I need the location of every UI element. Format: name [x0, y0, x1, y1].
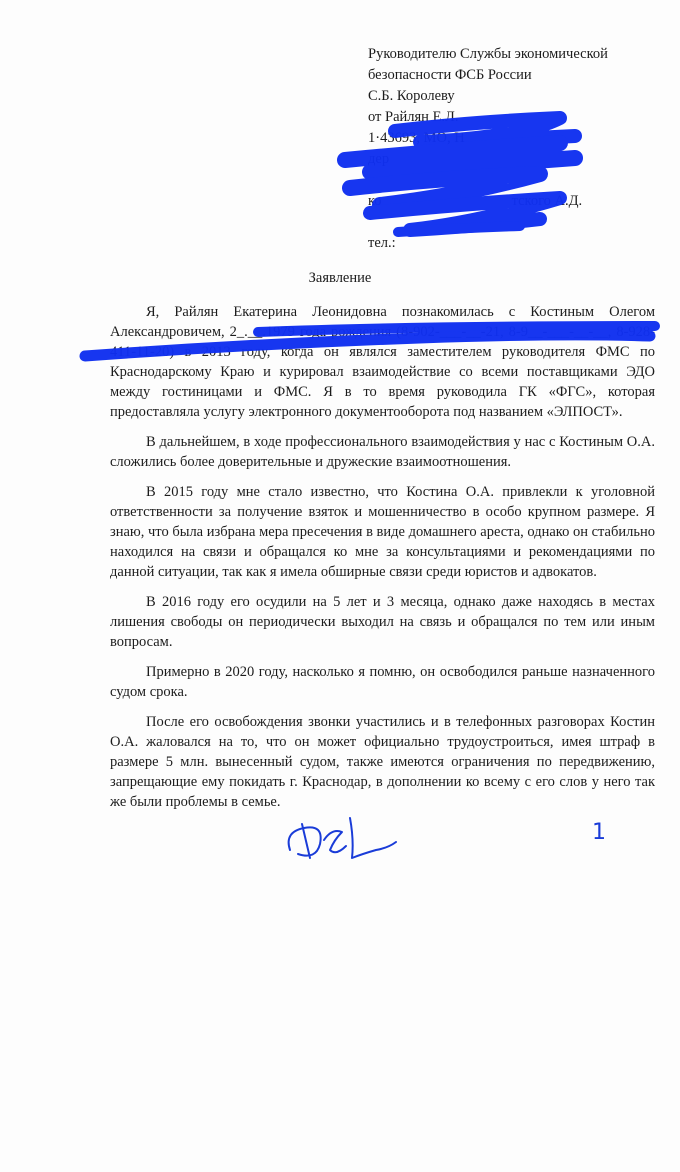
addressee-line: 1·43693, МО, Н: [368, 130, 465, 146]
paragraph: Примерно в 2020 году, насколько я помню, он освободился раньше назначенного судом срока.: [110, 664, 655, 700]
page-number: 1: [592, 820, 606, 845]
addressee-line: [368, 170, 668, 191]
paragraph: Я, Райлян Екатерина Леонидовна познакомилась с Костиным Олегом Александровичем, 2_.__.1979 года рождения (8-902-___-__-21, 8-9__-___-__-__, 8-928-411-11-20) в 2013 году, когда он являлся заместителем руководителя ФМС по Краснодарскому Краю и курировал взаимодействие со всеми поставщиками ЭДО между гостиницами и ФМС. Я в то время руководила ГК «ФГС», которая предоставляла услугу электронного документооборота под названием «ЭЛПОСТ».: [110, 304, 655, 420]
document-title: Заявление: [308, 270, 372, 286]
addressee-line: С.Б. Королеву: [368, 88, 455, 104]
paragraph: В 2015 году мне стало известно, что Костина О.А. привлекли к уголовной ответственности за получение взяток и мошенничество в особо крупном размере. Я знаю, что была избрана мера пресечения в виде домашнего ареста, однако он стабильно находился на связи и обращался ко мне за консультациями и рекомендациями по данной ситуации, так как я имела обширные связи среди юристов и адвокатов.: [110, 484, 655, 580]
paragraph: После его освобождения звонки участились и в телефонных разговорах Костин О.А. жаловался на то, что он может официально трудоустроиться, имея штраф в размере 5 млн. вынесенный судом, также имеются ограничения по передвижению, запрещающие ему покидать г. Краснодар, в дополнении ко всему с его слов у него так же были проблемы в семье.: [110, 714, 655, 810]
addressee-line-start: ко: [368, 193, 382, 209]
addressee-line: от Райлян Е.Л.: [368, 109, 459, 125]
addressee-line: [368, 212, 668, 233]
paragraph: В дальнейшем, в ходе профессионального взаимодействия у нас с Костиным О.А. сложились более доверительные и дружеские взаимоотношения.: [110, 434, 655, 470]
addressee-block: [368, 44, 668, 254]
addressee-line: дер: [368, 151, 390, 167]
paragraph: В 2016 году его осудили на 5 лет и 3 месяца, однако даже находясь в местах лишения свободы он периодически выходил на связь и обращался по тем или иным вопросам.: [110, 594, 655, 650]
addressee-line: Руководителю Службы экономической: [368, 46, 608, 62]
signature: [280, 810, 400, 870]
addressee-line: тел.:: [368, 235, 396, 251]
addressee-line-end: тского А.Д.: [511, 193, 583, 209]
addressee-line: [368, 191, 668, 212]
addressee-line: безопасности ФСБ России: [368, 67, 532, 83]
document-body: [110, 302, 655, 822]
